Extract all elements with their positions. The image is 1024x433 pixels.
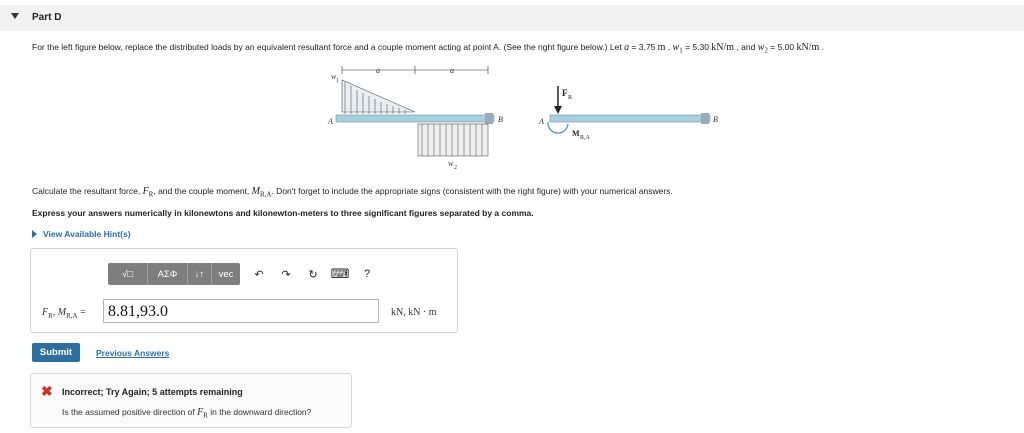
vec-button[interactable]: vec [218, 268, 234, 280]
arrows-button[interactable]: ↓↑ [188, 263, 212, 285]
label-B-left: B [498, 115, 503, 124]
label-M: M [572, 129, 580, 138]
greek-symbols-button[interactable]: ΑΣΦ [148, 263, 188, 285]
toolbar-group [108, 263, 240, 285]
label-FR: F [562, 88, 568, 98]
beam-figure [300, 62, 750, 182]
answer-label: $F_R$, $M_{R,A}$ = [42, 307, 86, 320]
problem-statement: For the left figure below, replace the distributed loads by an equivalent resultant force and a couple moment acting at point A. (See the right figure below.) Let a = 3.75 m , $w_1 = 5.30$ kN/m , and $w_2 = 5.00$ kN/m . [32, 42, 824, 55]
reset-icon[interactable]: ↻ [308, 268, 318, 281]
previous-answers-link[interactable]: Previous Answers [96, 348, 170, 358]
right-beam-diagram [538, 86, 718, 141]
keyboard-icon[interactable]: ⌨ [330, 266, 350, 281]
part-title: Part D [32, 12, 62, 23]
incorrect-x-icon: ✖ [41, 383, 53, 399]
calculate-instruction: Calculate the resultant force, $F_R$, and the couple moment, $M_{R,A}$. Don't forget to include the appropriate signs (consistent with the right figure) with your numerical answers. [32, 186, 673, 199]
left-beam-diagram [327, 66, 503, 171]
templates-button[interactable]: √□ [108, 263, 148, 285]
label-FR-sub: R [568, 95, 573, 101]
part-header[interactable] [0, 5, 1024, 31]
label-B-right: B [713, 115, 718, 124]
answer-units: kN, kN · m [391, 307, 437, 318]
feedback-detail: Is the assumed positive direction of $F_R$ in the downward direction? [62, 407, 312, 420]
view-hints-link[interactable]: View Available Hint(s) [32, 229, 131, 239]
label-w2-sub: 2 [454, 165, 457, 171]
collapse-caret-icon[interactable] [11, 13, 19, 19]
label-w1-sub: 1 [336, 78, 339, 84]
undo-icon[interactable]: ↶ [254, 268, 264, 281]
label-a2: a [450, 66, 454, 75]
label-M-sub: R,A [580, 135, 590, 141]
label-w1: w [331, 72, 337, 81]
answer-box [30, 248, 458, 333]
redo-icon[interactable]: ↷ [281, 268, 291, 281]
expand-triangle-icon [32, 230, 37, 238]
express-instruction: Express your answers numerically in kilonewtons and kilonewton-meters to three significant figures separated by a comma. [32, 208, 534, 218]
label-A-left: A [328, 117, 333, 126]
label-a1: a [376, 66, 380, 75]
submit-button[interactable]: Submit [32, 343, 80, 362]
answer-input[interactable]: 8.81,93.0 [103, 299, 379, 323]
label-w2: w [448, 159, 454, 168]
help-button[interactable]: ? [363, 268, 371, 280]
math-toolbar [108, 263, 375, 285]
label-A-right: A [539, 117, 544, 126]
feedback-panel [30, 373, 352, 428]
feedback-title: Incorrect; Try Again; 5 attempts remaining [62, 387, 243, 397]
